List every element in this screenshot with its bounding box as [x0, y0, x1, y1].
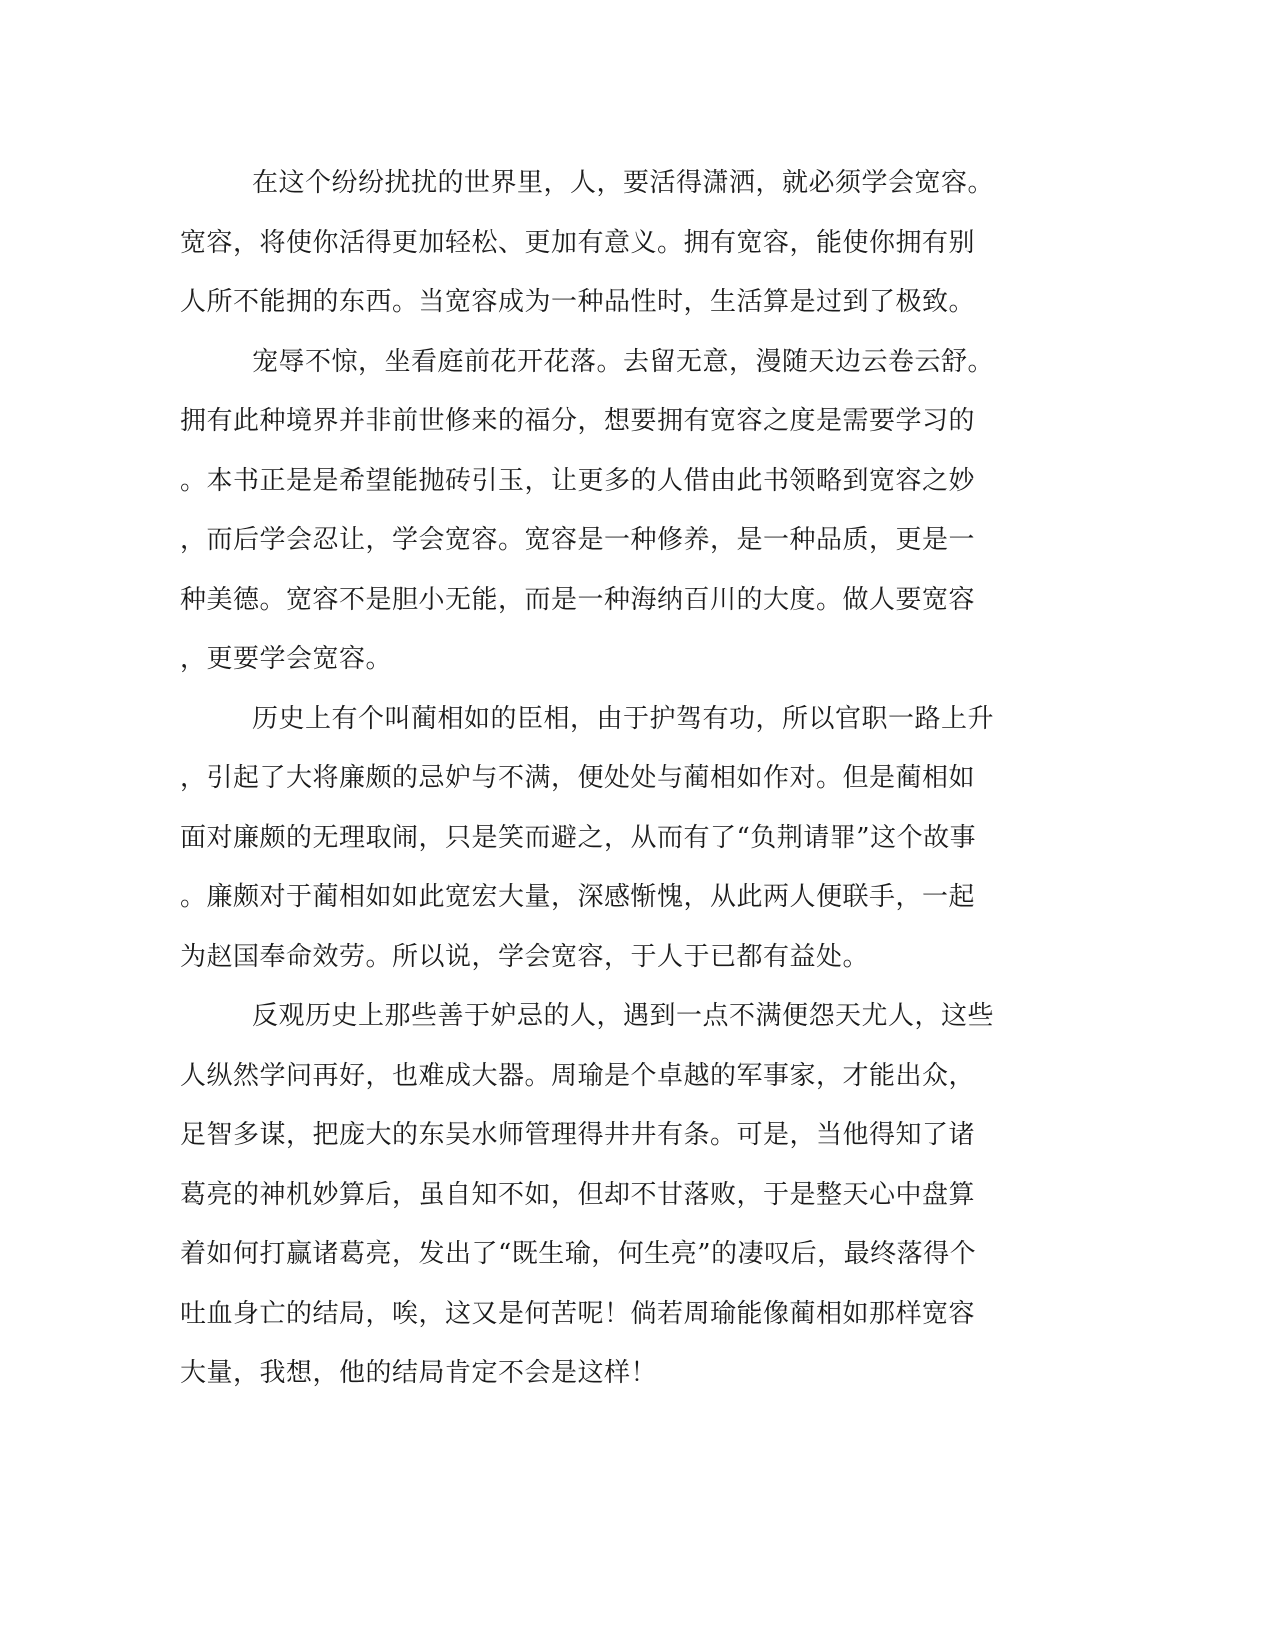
paragraph-line: 人纵然学问再好，也难成大器。周瑜是个卓越的军事家，才能出众， — [180, 1060, 976, 1091]
paragraph-line: ，引起了大将廉颇的忌妒与不满，便处处与蔺相如作对。但是蔺相如 — [180, 763, 976, 793]
paragraph-1 — [180, 154, 1060, 333]
paragraph-line: ，而后学会忍让，学会宽容。宽容是一种修养，是一种品质，更是一 — [180, 525, 976, 555]
paragraph-line: 足智多谋，把庞大的东吴水师管理得井井有条。可是，当他得知了诸 — [180, 1120, 976, 1150]
paragraph-line: 历史上有个叫蔺相如的臣相，由于护驾有功，所以官职一路上升 — [252, 703, 995, 734]
paragraph-line: 种美德。宽容不是胆小无能，而是一种海纳百川的大度。做人要宽容 — [180, 584, 976, 615]
paragraph-line: 着如何打赢诸葛亮，发出了“既生瑜，何生亮”的凄叹后，最终落得个 — [180, 1239, 977, 1269]
paragraph-line: 大量，我想，他的结局肯定不会是这样！ — [180, 1358, 658, 1388]
paragraph-line: 。廉颇对于蔺相如如此宽宏大量，深感惭愧，从此两人便联手，一起 — [180, 882, 976, 912]
paragraph-3 — [180, 690, 1060, 988]
paragraph-line: 吐血身亡的结局，唉，这又是何苦呢！倘若周瑜能像蔺相如那样宽容 — [180, 1298, 976, 1329]
paragraph-line: 。本书正是是希望能抛砖引玉，让更多的人借由此书领略到宽容之妙 — [180, 465, 976, 496]
paragraph-line: 宠辱不惊，坐看庭前花开花落。去留无意，漫随天边云卷云舒。 — [252, 346, 995, 377]
paragraph-line: 葛亮的神机妙算后，虽自知不如，但却不甘落败，于是整天心中盘算 — [180, 1179, 976, 1210]
paragraph-line: 在这个纷纷扰扰的世界里，人，要活得潇洒，就必须学会宽容。 — [252, 168, 995, 198]
paragraph-line: 拥有此种境界并非前世修来的福分，想要拥有宽容之度是需要学习的 — [180, 406, 976, 436]
paragraph-4 — [180, 987, 1060, 1404]
document-body — [180, 154, 1060, 1404]
paragraph-line: 面对廉颇的无理取闹，只是笑而避之，从而有了“负荆请罪”这个故事 — [180, 822, 977, 853]
paragraph-line: 反观历史上那些善于妒忌的人，遇到一点不满便怨天尤人，这些 — [252, 1001, 995, 1031]
paragraph-line: 人所不能拥的东西。当宽容成为一种品性时，生活算是过到了极致。 — [180, 287, 976, 317]
paragraph-line: ，更要学会宽容。 — [180, 644, 393, 674]
paragraph-2 — [180, 333, 1060, 690]
paragraph-line: 为赵国奉命效劳。所以说，学会宽容，于人于已都有益处。 — [180, 941, 870, 972]
paragraph-line: 宽容，将使你活得更加轻松、更加有意义。拥有宽容，能使你拥有别 — [180, 227, 976, 258]
